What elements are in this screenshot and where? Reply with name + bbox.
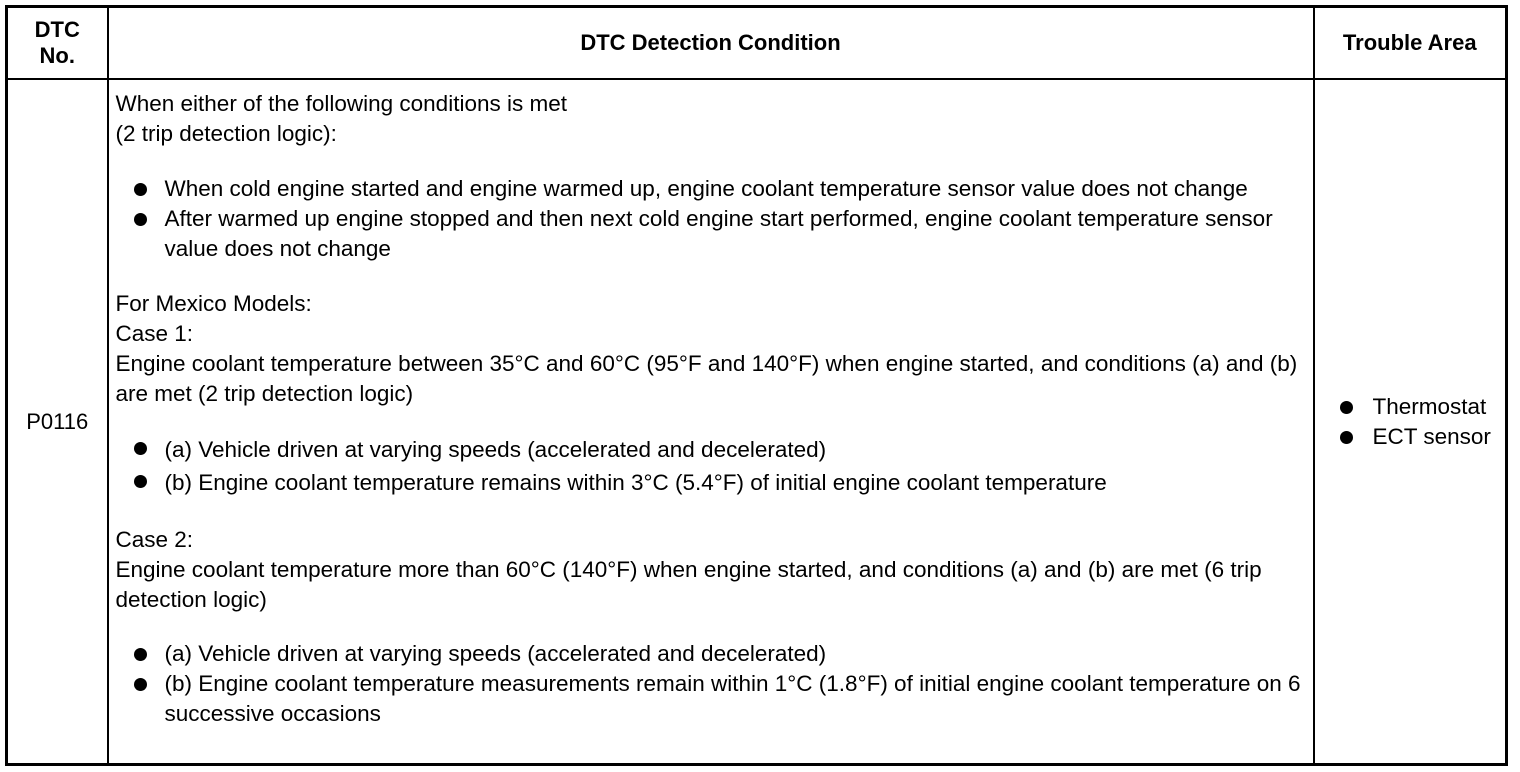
bullet-icon	[134, 213, 147, 226]
intro-logic-text: (2 trip detection logic):	[115, 121, 337, 146]
list-item-text: When cold engine started and engine warmed up, engine coolant temperature sensor value does not change	[164, 176, 1248, 201]
list-item	[1373, 422, 1502, 452]
case1-title: Case 1:	[115, 321, 194, 346]
dtc-table	[5, 5, 1508, 766]
header-dtc-line1: DTC	[34, 17, 80, 42]
bullet-icon	[134, 678, 147, 691]
bullet-icon	[134, 183, 147, 196]
list-item-text: After warmed up engine stopped and then next cold engine start performed, engine coolant temperature sensor value does not change	[164, 206, 1273, 261]
case1-description: Engine coolant temperature between 35°C and 60°C (95°F and 140°F) when engine started, and conditions (a) and (b) are met (2 trip detection logic)	[115, 351, 1298, 406]
list-item-text: (b) Engine coolant temperature measurements remain within 1°C (1.8°F) of initial engine coolant temperature on 6 successive occasions	[164, 671, 1301, 726]
dtc-code-cell: P0116	[7, 79, 108, 765]
list-item	[165, 669, 1305, 729]
table-header-row	[7, 7, 1507, 80]
trouble-area-thermostat: Thermostat	[1372, 393, 1487, 419]
mexico-heading: For Mexico Models:	[115, 291, 312, 316]
list-item-text: (b) Engine coolant temperature remains within 3°C (5.4°F) of initial engine coolant temperature	[164, 470, 1107, 495]
header-detection-condition: DTC Detection Condition	[108, 7, 1314, 80]
general-conditions-list	[116, 174, 1305, 264]
bullet-icon	[134, 648, 147, 661]
header-trouble-area: Trouble Area	[1314, 7, 1507, 80]
case2-conditions-list	[116, 639, 1305, 729]
list-item	[165, 204, 1305, 264]
table-row	[7, 79, 1507, 765]
detection-condition-cell	[108, 79, 1314, 765]
trouble-area-ect-sensor: ECT sensor	[1372, 423, 1491, 449]
case1-conditions-list	[116, 433, 1305, 499]
list-item	[165, 466, 1305, 499]
list-item-text: (a) Vehicle driven at varying speeds (accelerated and decelerated)	[164, 641, 827, 666]
case2-description: Engine coolant temperature more than 60°C (140°F) when engine started, and conditions (a) and (b) are met (6 trip detection logic)	[115, 557, 1262, 612]
case2-title: Case 2:	[115, 527, 194, 552]
list-item-text: (a) Vehicle driven at varying speeds (accelerated and decelerated)	[164, 437, 827, 462]
header-dtc-no	[7, 7, 108, 80]
trouble-area-list	[1339, 392, 1502, 452]
list-item	[165, 174, 1305, 204]
list-item	[165, 433, 1305, 466]
bullet-icon	[1340, 401, 1353, 414]
bullet-icon	[134, 442, 147, 455]
intro-text: When either of the following conditions is met	[115, 91, 567, 116]
bullet-icon	[134, 475, 147, 488]
trouble-area-cell	[1314, 79, 1507, 765]
header-dtc-line2: No.	[39, 43, 75, 68]
bullet-icon	[1340, 431, 1353, 444]
list-item	[165, 639, 1305, 669]
list-item	[1373, 392, 1502, 422]
